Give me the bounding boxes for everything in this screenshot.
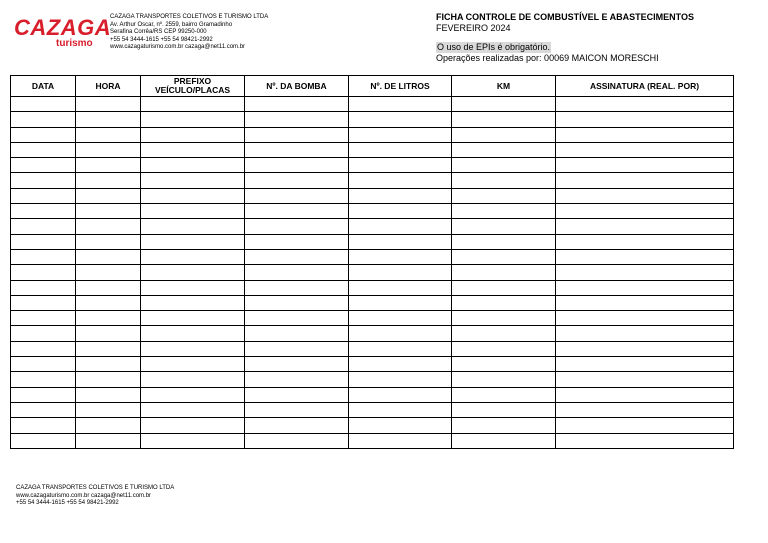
- table-cell[interactable]: [556, 234, 734, 249]
- table-cell[interactable]: [452, 219, 556, 234]
- table-cell[interactable]: [11, 219, 76, 234]
- table-cell[interactable]: [556, 97, 734, 112]
- table-cell[interactable]: [11, 265, 76, 280]
- table-cell[interactable]: [141, 433, 245, 448]
- table-cell[interactable]: [556, 402, 734, 417]
- table-cell[interactable]: [141, 295, 245, 310]
- table-cell[interactable]: [452, 418, 556, 433]
- table-cell[interactable]: [76, 142, 141, 157]
- table-cell[interactable]: [349, 341, 452, 356]
- table-cell[interactable]: [245, 402, 349, 417]
- table-cell[interactable]: [141, 127, 245, 142]
- table-cell[interactable]: [349, 357, 452, 372]
- table-cell[interactable]: [76, 402, 141, 417]
- table-cell[interactable]: [349, 326, 452, 341]
- header-data: DATA: [11, 76, 76, 97]
- table-cell[interactable]: [556, 341, 734, 356]
- footer-web: www.cazagaturismo.com.br cazaga@net11.com.br: [16, 492, 152, 499]
- table-cell[interactable]: [141, 142, 245, 157]
- table-row: [11, 127, 734, 142]
- table-row: [11, 341, 734, 356]
- table-row: [11, 326, 734, 341]
- table-cell[interactable]: [11, 280, 76, 295]
- table-cell[interactable]: [76, 112, 141, 127]
- table-cell[interactable]: [141, 418, 245, 433]
- table-cell[interactable]: [245, 158, 349, 173]
- table-cell[interactable]: [11, 204, 76, 219]
- table-cell[interactable]: [11, 326, 76, 341]
- table-cell[interactable]: [556, 204, 734, 219]
- operations-line: Operações realizadas por: 00069 MAICON MORESCHI: [436, 53, 659, 63]
- company-web: www.cazagaturismo.com.br cazaga@net11.com.br: [110, 44, 246, 50]
- table-row: [11, 249, 734, 264]
- table-row: [11, 204, 734, 219]
- table-row: [11, 295, 734, 310]
- table-cell[interactable]: [141, 372, 245, 387]
- table-cell[interactable]: [11, 142, 76, 157]
- table-cell[interactable]: [245, 433, 349, 448]
- table-cell[interactable]: [349, 402, 452, 417]
- table-cell[interactable]: [76, 341, 141, 356]
- table-cell[interactable]: [556, 433, 734, 448]
- table-cell[interactable]: [452, 280, 556, 295]
- table-cell[interactable]: [452, 357, 556, 372]
- table-row: [11, 311, 734, 326]
- header-km: KM: [452, 76, 556, 97]
- table-cell[interactable]: [349, 418, 452, 433]
- table-cell[interactable]: [141, 234, 245, 249]
- table-cell[interactable]: [76, 311, 141, 326]
- table-cell[interactable]: [349, 97, 452, 112]
- table-cell[interactable]: [141, 402, 245, 417]
- table-cell[interactable]: [245, 280, 349, 295]
- document-header: [436, 12, 694, 64]
- header-prefixo: PREFIXO VEÍCULO/PLACAS: [141, 76, 245, 97]
- table-cell[interactable]: [452, 402, 556, 417]
- header-assinatura: ASSINATURA (REAL. POR): [556, 76, 734, 97]
- table-cell[interactable]: [349, 311, 452, 326]
- table-cell[interactable]: [556, 265, 734, 280]
- table-cell[interactable]: [349, 265, 452, 280]
- table-cell[interactable]: [245, 372, 349, 387]
- table-cell[interactable]: [556, 295, 734, 310]
- table-cell[interactable]: [141, 326, 245, 341]
- table-row: [11, 372, 734, 387]
- table-row: [11, 357, 734, 372]
- table-cell[interactable]: [349, 433, 452, 448]
- table-cell[interactable]: [349, 112, 452, 127]
- table-cell[interactable]: [245, 142, 349, 157]
- header-litros: Nº. DE LITROS: [349, 76, 452, 97]
- table-cell[interactable]: [556, 372, 734, 387]
- table-row: [11, 97, 734, 112]
- document-title: FICHA CONTROLE DE COMBUSTÍVEL E ABASTECIMENTOS: [436, 12, 695, 22]
- table-cell[interactable]: [11, 173, 76, 188]
- table-cell[interactable]: [452, 249, 556, 264]
- table-cell[interactable]: [245, 127, 349, 142]
- table-cell[interactable]: [245, 387, 349, 402]
- table-row: [11, 433, 734, 448]
- table-cell[interactable]: [76, 295, 141, 310]
- table-cell[interactable]: [556, 357, 734, 372]
- header-hora: HORA: [76, 76, 141, 97]
- fuel-control-table: [10, 75, 734, 449]
- company-city: Serafina Corrêa/RS CEP 99250-000: [110, 29, 207, 35]
- table-cell[interactable]: [76, 265, 141, 280]
- table-cell[interactable]: [349, 204, 452, 219]
- table-cell[interactable]: [556, 188, 734, 203]
- table-cell[interactable]: [11, 127, 76, 142]
- table-cell[interactable]: [349, 219, 452, 234]
- table-cell[interactable]: [76, 97, 141, 112]
- table-cell[interactable]: [76, 127, 141, 142]
- table-cell[interactable]: [349, 188, 452, 203]
- table-cell[interactable]: [452, 173, 556, 188]
- table-cell[interactable]: [141, 173, 245, 188]
- table-cell[interactable]: [141, 249, 245, 264]
- table-cell[interactable]: [349, 127, 452, 142]
- table-cell[interactable]: [349, 142, 452, 157]
- table-cell[interactable]: [245, 204, 349, 219]
- table-cell[interactable]: [245, 418, 349, 433]
- table-cell[interactable]: [452, 97, 556, 112]
- table-cell[interactable]: [452, 188, 556, 203]
- table-cell[interactable]: [245, 188, 349, 203]
- table-row: [11, 219, 734, 234]
- table-cell[interactable]: [349, 173, 452, 188]
- table-cell[interactable]: [76, 249, 141, 264]
- table-cell[interactable]: [76, 158, 141, 173]
- footer-info: [16, 485, 174, 508]
- table-cell[interactable]: [141, 97, 245, 112]
- table-row: [11, 265, 734, 280]
- table-cell[interactable]: [11, 372, 76, 387]
- table-cell[interactable]: [556, 142, 734, 157]
- table-cell[interactable]: [11, 357, 76, 372]
- table-cell[interactable]: [556, 127, 734, 142]
- table-cell[interactable]: [556, 311, 734, 326]
- table-cell[interactable]: [76, 357, 141, 372]
- table-cell[interactable]: [141, 280, 245, 295]
- table-cell[interactable]: [76, 418, 141, 433]
- table-cell[interactable]: [11, 97, 76, 112]
- table-cell[interactable]: [452, 326, 556, 341]
- table-cell[interactable]: [349, 295, 452, 310]
- table-header-row: [11, 76, 734, 97]
- table-cell[interactable]: [245, 234, 349, 249]
- table-cell[interactable]: [245, 357, 349, 372]
- table-cell[interactable]: [452, 158, 556, 173]
- table-cell[interactable]: [11, 188, 76, 203]
- table-row: [11, 188, 734, 203]
- table-cell[interactable]: [76, 372, 141, 387]
- table-cell[interactable]: [11, 433, 76, 448]
- table-cell[interactable]: [11, 387, 76, 402]
- table-row: [11, 234, 734, 249]
- table-cell[interactable]: [76, 326, 141, 341]
- table-cell[interactable]: [245, 311, 349, 326]
- table-row: [11, 158, 734, 173]
- footer-name: CAZAGA TRANSPORTES COLETIVOS E TURISMO LTDA: [16, 485, 175, 491]
- table-row: [11, 142, 734, 157]
- table-cell[interactable]: [349, 234, 452, 249]
- logo-brand: CAZAGA: [14, 15, 112, 40]
- table-cell[interactable]: [141, 204, 245, 219]
- table-cell[interactable]: [452, 142, 556, 157]
- table-cell[interactable]: [452, 387, 556, 402]
- footer-phones: +55 54 3444-1615 +55 54 98421-2992: [16, 500, 119, 506]
- company-phones: +55 54 3444-1615 +55 54 98421-2992: [110, 36, 213, 43]
- table-cell[interactable]: [556, 418, 734, 433]
- table-cell[interactable]: [141, 158, 245, 173]
- table-cell[interactable]: [11, 402, 76, 417]
- table-cell[interactable]: [141, 341, 245, 356]
- table-row: [11, 173, 734, 188]
- table-cell[interactable]: [11, 311, 76, 326]
- table-cell[interactable]: [141, 387, 245, 402]
- table-cell[interactable]: [245, 295, 349, 310]
- table-cell[interactable]: [452, 341, 556, 356]
- table-cell[interactable]: [556, 280, 734, 295]
- table-cell[interactable]: [141, 357, 245, 372]
- table-cell[interactable]: [452, 204, 556, 219]
- table-row: [11, 280, 734, 295]
- table-cell[interactable]: [141, 265, 245, 280]
- table-row: [11, 387, 734, 402]
- table-cell[interactable]: [76, 387, 141, 402]
- company-info: [110, 14, 268, 52]
- table-cell[interactable]: [452, 433, 556, 448]
- table-cell[interactable]: [11, 234, 76, 249]
- table-cell[interactable]: [245, 97, 349, 112]
- table-cell[interactable]: [76, 204, 141, 219]
- table-cell[interactable]: [11, 249, 76, 264]
- table-cell[interactable]: [245, 341, 349, 356]
- table-cell[interactable]: [245, 326, 349, 341]
- table-cell[interactable]: [349, 372, 452, 387]
- table-cell[interactable]: [76, 234, 141, 249]
- table-cell[interactable]: [11, 158, 76, 173]
- company-logo: [14, 15, 112, 49]
- table-cell[interactable]: [141, 188, 245, 203]
- table-cell[interactable]: [245, 112, 349, 127]
- logo-sub: turismo: [56, 38, 93, 49]
- document-period: FEVEREIRO 2024: [436, 23, 511, 33]
- table-cell[interactable]: [11, 418, 76, 433]
- table-cell[interactable]: [556, 112, 734, 127]
- table-row: [11, 418, 734, 433]
- table-cell[interactable]: [349, 249, 452, 264]
- table-cell[interactable]: [141, 112, 245, 127]
- table-cell[interactable]: [452, 372, 556, 387]
- company-address: Av. Arthur Oscar, nº. 2559, bairro Gramadinho: [110, 21, 233, 28]
- table-cell[interactable]: [349, 158, 452, 173]
- table-cell[interactable]: [11, 341, 76, 356]
- table-cell[interactable]: [76, 188, 141, 203]
- table-cell[interactable]: [556, 158, 734, 173]
- table-cell[interactable]: [245, 265, 349, 280]
- table-cell[interactable]: [556, 326, 734, 341]
- table-body: [11, 97, 734, 449]
- table-cell[interactable]: [556, 387, 734, 402]
- table-cell[interactable]: [76, 173, 141, 188]
- table-row: [11, 112, 734, 127]
- table-cell[interactable]: [76, 433, 141, 448]
- table-cell[interactable]: [245, 249, 349, 264]
- table-cell[interactable]: [452, 112, 556, 127]
- table-cell[interactable]: [141, 219, 245, 234]
- table-cell[interactable]: [349, 280, 452, 295]
- table-cell[interactable]: [452, 311, 556, 326]
- table-cell[interactable]: [452, 127, 556, 142]
- table-cell[interactable]: [452, 295, 556, 310]
- table-cell[interactable]: [556, 249, 734, 264]
- table-cell[interactable]: [141, 311, 245, 326]
- table-row: [11, 402, 734, 417]
- table-cell[interactable]: [452, 234, 556, 249]
- table-cell[interactable]: [556, 219, 734, 234]
- table-cell[interactable]: [245, 173, 349, 188]
- table-cell[interactable]: [76, 219, 141, 234]
- table-cell[interactable]: [76, 280, 141, 295]
- epi-notice: O uso de EPIs é obrigatório.: [437, 42, 551, 52]
- table-cell[interactable]: [556, 173, 734, 188]
- company-name: CAZAGA TRANSPORTES COLETIVOS E TURISMO LTDA: [110, 14, 269, 20]
- table-cell[interactable]: [11, 112, 76, 127]
- table-cell[interactable]: [245, 219, 349, 234]
- table-cell[interactable]: [11, 295, 76, 310]
- table-cell[interactable]: [349, 387, 452, 402]
- table-cell[interactable]: [452, 265, 556, 280]
- header-bomba: Nº. DA BOMBA: [245, 76, 349, 97]
